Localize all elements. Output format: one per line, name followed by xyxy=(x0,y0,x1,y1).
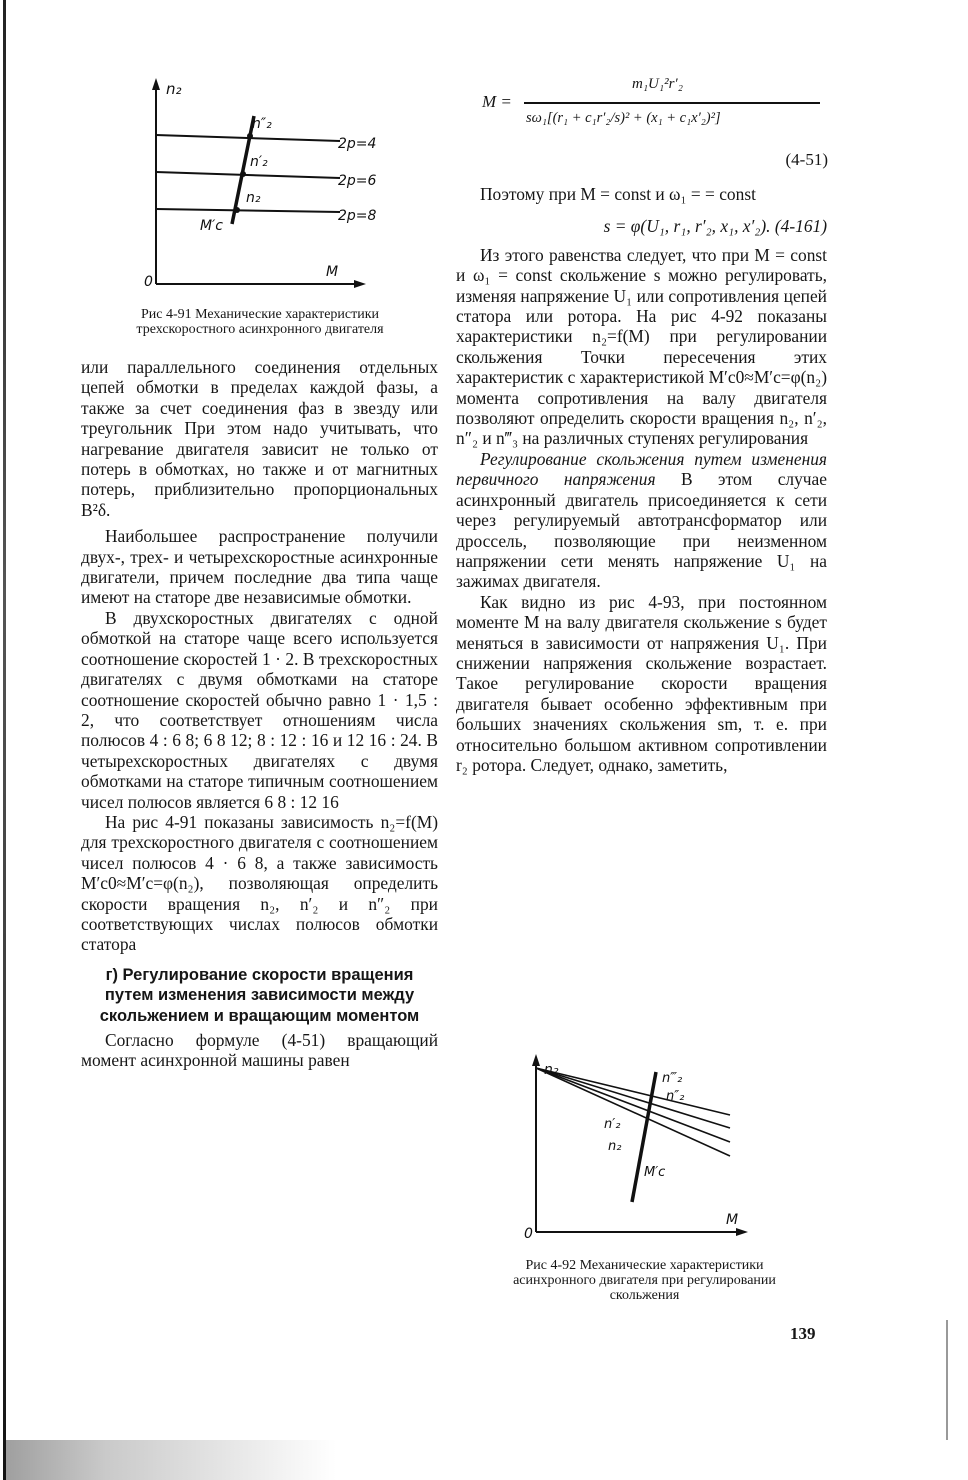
caption-line: трехскоростного асинхронного двигателя xyxy=(136,322,384,337)
equation-lhs: M = xyxy=(482,92,512,111)
equation-number: (4-51) xyxy=(785,150,828,169)
intersection-point xyxy=(240,171,246,177)
intersection-point xyxy=(247,133,253,139)
paragraph xyxy=(456,449,827,592)
left-column xyxy=(81,357,438,1071)
figure-4-92-caption xyxy=(462,1258,827,1303)
paragraph: В двухскоростных двигателях с одной обмоткой на статоре чаще всего используется соотношение скоростей 1 · 2. В трехскоростных двигателях с двумя обмотками на статоре соотношение скоростей обычно равно 1 · 1,5 : 2, что соответствует отношениям числа полюсов 4 : 6 8; 6 8 12; 8 : 12 : 16 и 12 16 : 24. В четырехскоростных двигателях с двумя обмотками на статоре типичным соотношением чисел полюсов является 6 8 : 12 16 xyxy=(81,607,438,812)
curve-label: M′c xyxy=(644,1165,666,1180)
paragraph: Из этого равенства следует, что при M = const и ω₁ = const скольжение s можно регулировать, изменяя напряжение U₁ или сопротивления цепей статора или ротора. На рис 4-92 показаны характеристики n₂=f(M) при регулировании скольжения Точки пересечения этих характеристик с характеристикой M′c0≈M′c=φ(n₂) момента сопротивления на валу двигателя позволяют определить скорости вращения n₂, n′₂, n″₂ и n‴₃ на различных ступенях регулирования xyxy=(456,244,827,449)
equation-4-51 xyxy=(482,76,832,200)
scan-right-mark xyxy=(946,1320,948,1440)
curve-label: n₂ xyxy=(246,190,261,206)
characteristic-line xyxy=(536,1068,730,1142)
curve-label: n‴₂ xyxy=(662,1071,683,1086)
figure-4-91 xyxy=(140,74,410,304)
line-2p8 xyxy=(156,209,340,212)
y-axis-arrow xyxy=(152,78,160,90)
x-axis-arrow xyxy=(354,280,366,288)
paragraph-text: В этом случае асинхронный двигатель присоединяется к сети через регулируемый автотрансформатор или дроссель, позволяющие при неизменном напряжении сети менять напряжение U₁ на зажимах двигателя. xyxy=(456,469,827,592)
curve-label: n″₂ xyxy=(252,116,272,132)
y-axis-label: n₂ xyxy=(166,80,182,98)
scan-left-edge xyxy=(3,0,6,1480)
curve-label: n₂ xyxy=(608,1139,622,1154)
paragraph: Поэтому при M = const и ω₁ = = const xyxy=(480,184,756,204)
caption-line: Рис 4-91 Механические характеристики xyxy=(140,307,380,322)
line-label-2p6: 2p=6 xyxy=(338,173,377,189)
page-number: 139 xyxy=(790,1324,816,1343)
paragraph: Как видно из рис 4-93, при постоянном моменте M на валу двигателя скольжение s будет меняться в зависимости от напряжения U₁. При снижении напряжения скольжение возрастает. Такое регулирование скорости вращения двигателя бывает особенно эффективным при больших значениях скольжения sm, т. е. при относительно большом активном сопротивлении r₂ ротора. Следует, однако, заметить, xyxy=(456,591,827,775)
caption-line: Рис 4-92 Механические характеристики xyxy=(525,1258,764,1273)
figure-4-91-caption xyxy=(84,307,436,337)
characteristic-line xyxy=(536,1068,730,1115)
caption-line: скольжения xyxy=(609,1288,680,1303)
fraction-bar xyxy=(524,102,820,104)
paragraph: Согласно формуле (4-51) вращающий момент асинхронной машины равен xyxy=(81,1030,438,1071)
equation-denominator: sω₁[(r₁ + c₁r′₂/s)² + (x₁ + c₁x′₂)²] xyxy=(526,110,721,126)
curve-label: n′₂ xyxy=(604,1117,621,1132)
paragraph: или параллельного соединения отдельных цепей обмотки в пределах каждой фазы, а также за счет соединения фаз в звезду или треугольник При этом надо учитывать, что нагревание двигателя зависит не только от потерь в обмотках, но также и от магнитных потерь, приблизительно пропорциональных B²δ. xyxy=(81,357,438,520)
paragraph: Наибольшее распространение получили двух-, трех- и четырехскоростные асинхронные двигатели, причем последние два типа чаще имеют на статоре две независимые обмотки. xyxy=(81,526,438,608)
x-axis-arrow xyxy=(736,1228,748,1236)
italic-lead: Регулирование скольжения путем изменения первичного напряжения xyxy=(456,448,827,490)
curve-label: n″₂ xyxy=(666,1089,685,1104)
line-label-2p4: 2p=4 xyxy=(338,136,377,152)
intersection-point xyxy=(234,207,240,213)
x-axis-label: M xyxy=(326,264,339,280)
equation-numerator: m₁U₁²r′₂ xyxy=(632,76,683,92)
right-column xyxy=(456,184,827,775)
scan-bottom-shadow xyxy=(6,1440,336,1480)
origin-label: 0 xyxy=(524,1226,533,1242)
y-axis-arrow xyxy=(532,1054,540,1066)
characteristic-line xyxy=(536,1068,730,1156)
y-axis-label: n₂ xyxy=(544,1062,559,1078)
characteristic-line xyxy=(536,1068,730,1128)
line-label-2p8: 2p=8 xyxy=(338,208,377,224)
line-2p6 xyxy=(156,172,340,178)
figure-4-92 xyxy=(520,1052,780,1242)
x-axis-label: M xyxy=(726,1212,739,1228)
curve-label: M′c xyxy=(200,218,223,234)
paragraph: На рис 4-91 показаны зависимость n₂=f(M) для трехскоростного двигателя с соотношением чисел полюсов 4 · 6 8, а также зависимость M′c0≈M′c=φ(n₂), позволяющая определить скорости вращения n₂, n′₂ и n″₂ при соответствующих числах полюсов обмотки статора xyxy=(81,811,438,955)
equation-4-161: s = φ(U₁, r₁, r′₂, x₁, x′₂). (4-161) xyxy=(603,216,827,237)
curve-label: n′₂ xyxy=(250,154,268,170)
origin-label: 0 xyxy=(144,274,153,290)
section-heading: г) Регулирование скорости вращения путем изменения зависимости между скольжением и вращающим моментом xyxy=(99,965,420,1025)
caption-line: асинхронного двигателя при регулировании xyxy=(513,1273,776,1288)
